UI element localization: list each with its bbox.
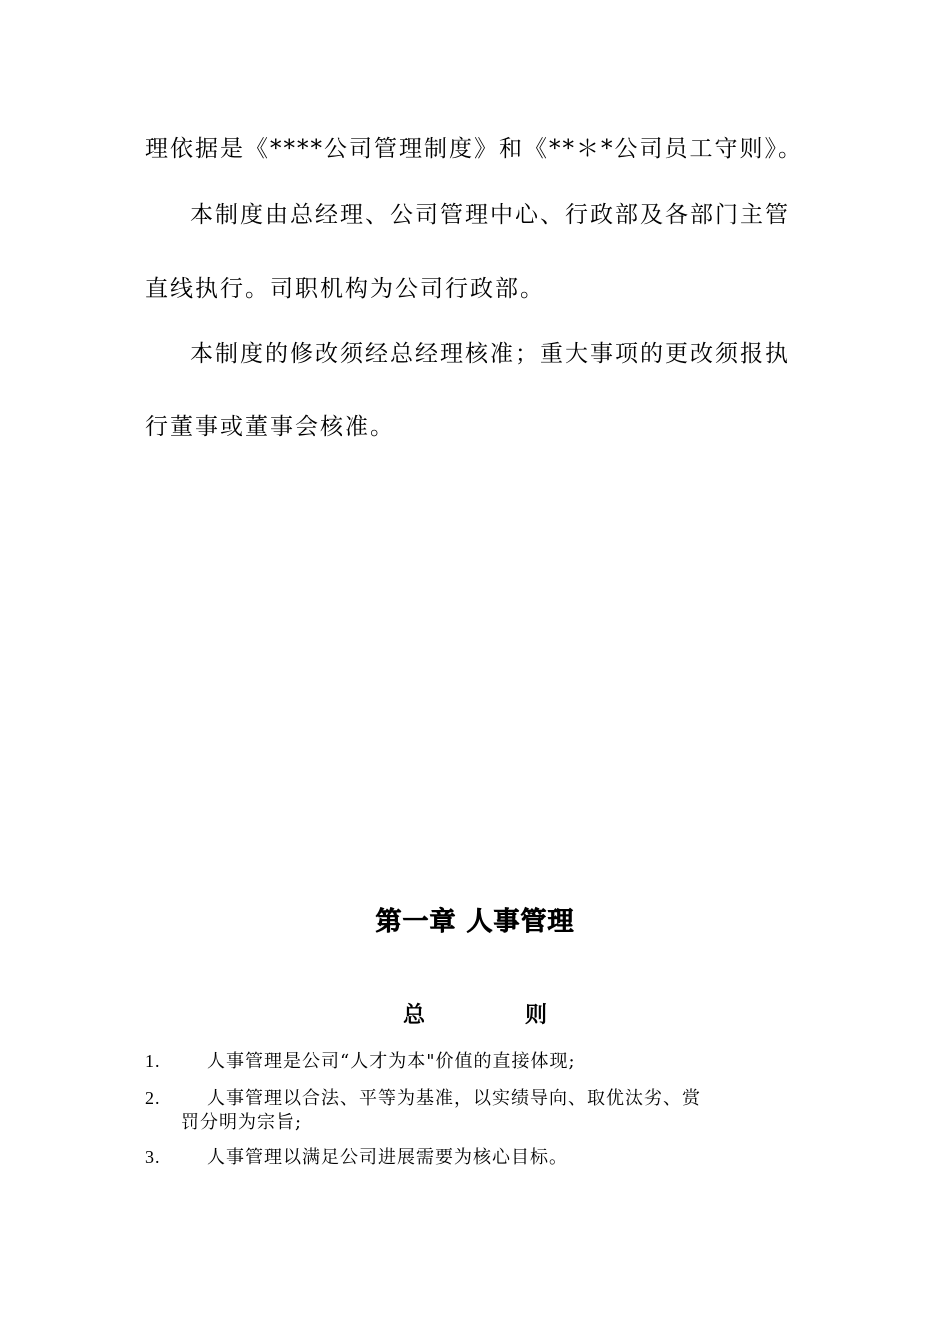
list-item: [145, 1086, 805, 1135]
section-title-char-2: 则: [525, 1002, 548, 1028]
paragraph-line-4: 本制度的修改须经总经理核准；重大事项的更改须报执: [190, 341, 790, 367]
list-item-text: 人事管理以满足公司进展需要为核心目标。: [207, 1147, 568, 1168]
list-item-text: 人事管理以合法、平等为基准，以实绩导向、取优汰劣、赏: [207, 1088, 701, 1109]
list-item-number: 2.: [145, 1088, 161, 1108]
list-item-number: 1.: [145, 1051, 161, 1071]
paragraph-line-3: 直线执行。司职机构为公司行政部。: [145, 276, 545, 302]
section-title-char-1: 总: [402, 1002, 425, 1028]
list-item: [145, 1145, 805, 1170]
list-item: [145, 1049, 805, 1074]
paragraph-line-2: 本制度由总经理、公司管理中心、行政部及各部门主管: [190, 202, 790, 228]
section-title: [0, 1000, 950, 1030]
list-item-text-continued: 罚分明为宗旨;: [181, 1112, 303, 1133]
paragraph-line-5: 行董事或董事会核准。: [145, 414, 395, 440]
list-item-text: 人事管理是公司“人才为本"价值的直接体现;: [207, 1051, 576, 1072]
chapter-title: 第一章 人事管理: [375, 907, 575, 937]
list-item-number: 3.: [145, 1147, 161, 1167]
paragraph-line-1: 理依据是《****公司管理制度》和《**＊*公司员工守则》。: [145, 136, 803, 162]
